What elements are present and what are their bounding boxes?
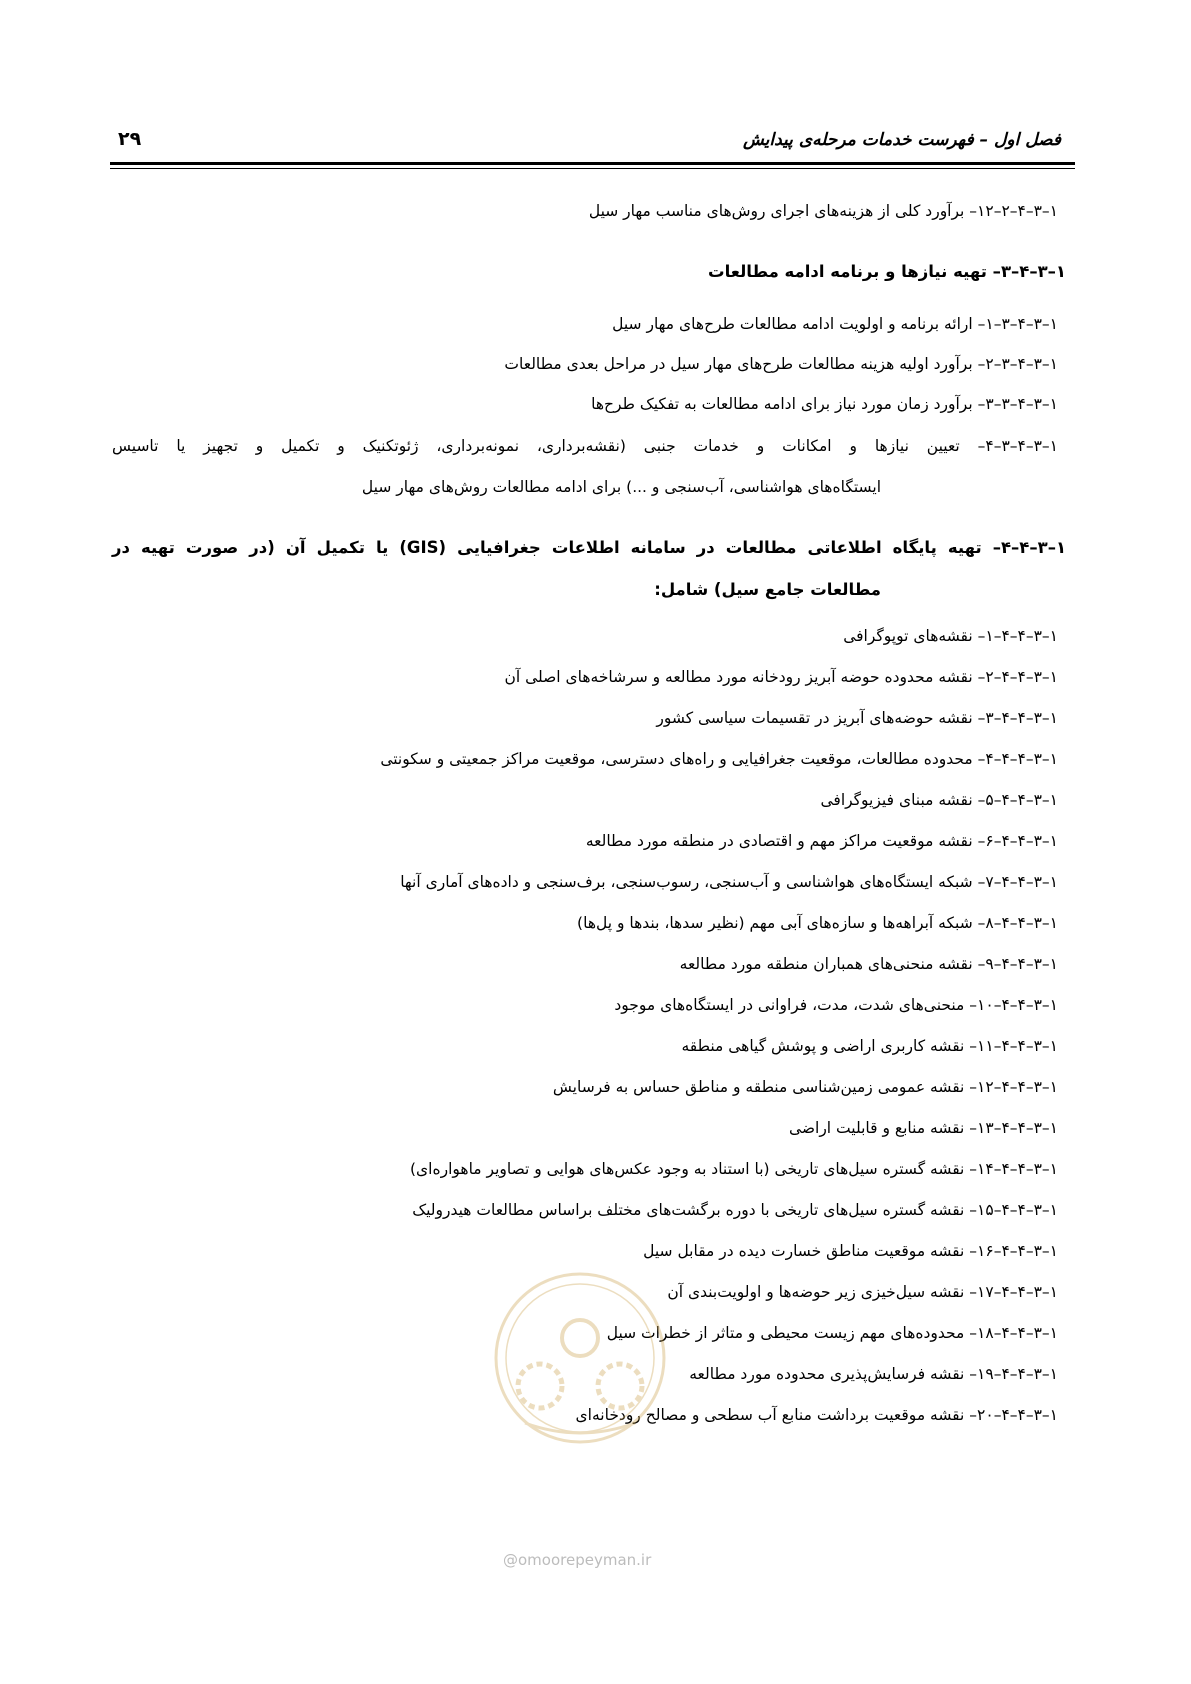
list-item: ۱–۳–۴–۴–۱۵– نقشه گستره سیل‌های تاریخی با دوره برگشت‌های مختلف براساس مطالعات هیدرولیک (412, 1201, 1058, 1219)
running-title: فصل اول – فهرست خدمات مرحله‌ی پیدایش (743, 130, 1061, 150)
list-item: ۱–۳–۴–۴–۱۷– نقشه سیل‌خیزی زیر حوضه‌ها و اولویت‌بندی آن (667, 1283, 1058, 1301)
header-rule-thick (110, 162, 1075, 165)
list-item: ۱–۳–۴–۴–۲۰– نقشه موقعیت برداشت منابع آب سطحی و مصالح رودخانه‌ای (575, 1406, 1058, 1424)
list-item: ۱–۳–۴–۴–۸– شبکه آبراهه‌ها و سازه‌های آبی مهم (نظیر سدها، بندها و پل‌ها) (577, 914, 1058, 932)
section-heading: ۱–۳–۴–۴– تهیه پایگاه اطلاعاتی مطالعات در سامانه اطلاعات جغرافیایی (GIS) یا تکمیل آن (در صورت تهیه در (112, 538, 1067, 557)
list-item: ۱–۳–۴–۳–۴– تعیین نیازها و امکانات و خدمات جنبی (نقشه‌برداری، نمونه‌برداری، ژئوتکنیک و تکمیل و تجهیز یا تاسیس (112, 437, 1058, 455)
list-item: ۱–۳–۴–۴–۲– نقشه محدوده حوضه آبریز رودخانه مورد مطالعه و سرشاخه‌های اصلی آن (504, 668, 1058, 686)
list-item: ۱–۳–۴–۳–۲– برآورد اولیه هزینه مطالعات طرح‌های مهار سیل در مراحل بعدی مطالعات (504, 355, 1058, 373)
list-item: ۱–۳–۴–۴–۱۶– نقشه موقعیت مناطق خسارت دیده در مقابل سیل (643, 1242, 1058, 1260)
watermark-url: @omoorepeyman.ir (503, 1551, 652, 1569)
list-item: ۱–۳–۴–۴–۱۰– منحنی‌های شدت، مدت، فراوانی در ایستگاه‌های موجود (614, 996, 1058, 1014)
list-item: ۱–۳–۴–۴–۶– نقشه موقعیت مراکز مهم و اقتصادی در منطقه مورد مطالعه (585, 832, 1058, 850)
list-item-continuation: ایستگاه‌های هواشناسی، آب‌سنجی و ...) برای ادامه مطالعات روش‌های مهار سیل (361, 478, 881, 496)
list-item: ۱–۳–۴–۴–۴– محدوده مطالعات، موقعیت جغرافیایی و راه‌های دسترسی، موقعیت مراکز جمعیتی و سکونتی (380, 750, 1058, 768)
section-heading-continuation: مطالعات جامع سیل) شامل: (654, 580, 881, 599)
list-item: ۱–۳–۴–۴–۱۱– نقشه کاربری اراضی و پوشش گیاهی منطقه (681, 1037, 1058, 1055)
list-item: ۱–۳–۴–۴–۱– نقشه‌های توپوگرافی (843, 627, 1058, 645)
list-item: ۱–۳–۴–۲–۱۲– برآورد کلی از هزینه‌های اجرای روش‌های مناسب مهار سیل (588, 202, 1058, 220)
list-item: ۱–۳–۴–۴–۱۲– نقشه عمومی زمین‌شناسی منطقه و مناطق حساس به فرسایش (552, 1078, 1058, 1096)
list-item: ۱–۳–۴–۴–۱۹– نقشه فرسایش‌پذیری محدوده مورد مطالعه (689, 1365, 1058, 1383)
list-item: ۱–۳–۴–۴–۷– شبکه ایستگاه‌های هواشناسی و آب‌سنجی، رسوب‌سنجی، برف‌سنجی و داده‌های آماری آنها (400, 873, 1058, 891)
list-item: ۱–۳–۴–۴–۱۸– محدوده‌های مهم زیست محیطی و متاثر از خطرات سیل (606, 1324, 1058, 1342)
list-item: ۱–۳–۴–۴–۱۴– نقشه گستره سیل‌های تاریخی (با استناد به وجود عکس‌های هوایی و تصاویر ماهواره‌ای) (409, 1160, 1058, 1178)
list-item: ۱–۳–۴–۳–۱– ارائه برنامه و اولویت ادامه مطالعات طرح‌های مهار سیل (612, 315, 1058, 333)
page-number: ۲۹ (118, 128, 142, 150)
list-item: ۱–۳–۴–۴–۹– نقشه منحنی‌های همباران منطقه مورد مطالعه (679, 955, 1058, 973)
section-heading: ۱–۳–۴–۳– تهیه نیازها و برنامه ادامه مطالعات (708, 262, 1066, 281)
watermark-logo (490, 1268, 670, 1448)
list-item: ۱–۳–۴–۴–۵– نقشه مبنای فیزیوگرافی (820, 791, 1058, 809)
list-item: ۱–۳–۴–۴–۱۳– نقشه منابع و قابلیت اراضی (788, 1119, 1058, 1137)
header-rule-thin (110, 168, 1075, 169)
list-item: ۱–۳–۴–۴–۳– نقشه حوضه‌های آبریز در تقسیمات سیاسی کشور (656, 709, 1058, 727)
list-item: ۱–۳–۴–۳–۳– برآورد زمان مورد نیاز برای ادامه مطالعات به تفکیک طرح‌ها (591, 395, 1058, 413)
